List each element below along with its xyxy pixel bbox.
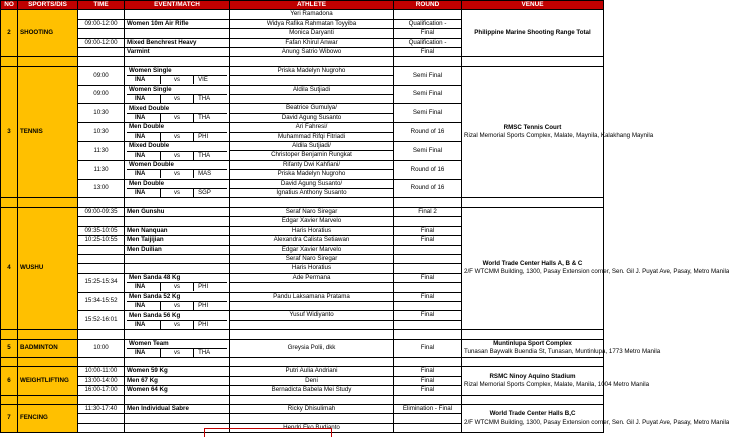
- team-2: THA: [194, 95, 227, 104]
- table-row: [1, 357, 604, 366]
- round-cell: Final: [394, 311, 462, 320]
- event-cell: Men Gunshu: [125, 207, 230, 216]
- time-cell: 15:25-15:34: [78, 273, 125, 292]
- venue-address: 2/F WTCMM Building, 1300, Pasay Extension corner, Sen. Gil J. Puyat Ave, Pasay, Metro Manila: [464, 418, 729, 426]
- athlete-cell: Priska Madelyn Nugroho: [230, 170, 394, 179]
- gap-cell: [230, 357, 394, 366]
- time-cell: 09:00-12:00: [78, 19, 125, 28]
- athlete-cell: Christoper Benjamin Rungkat: [230, 151, 394, 160]
- round-cell: Final 2: [394, 207, 462, 216]
- gap-cell: [394, 57, 462, 66]
- table-row: [1, 207, 604, 216]
- gap-cell: [230, 57, 394, 66]
- sport-name: BADMINTON: [18, 339, 78, 357]
- gap-cell: [125, 357, 230, 366]
- time-cell: [78, 264, 125, 273]
- time-cell: 09:00: [78, 66, 125, 85]
- round-cell: [394, 264, 462, 273]
- team-1: INA: [127, 283, 160, 292]
- event-cell: [125, 292, 230, 311]
- time-cell: 11:30: [78, 160, 125, 179]
- round-cell: Semi Final: [394, 66, 462, 85]
- event-cell: [125, 104, 230, 123]
- sport-gap-cell: [1, 198, 18, 207]
- matchup: [127, 113, 227, 122]
- header-no: NO: [1, 1, 18, 10]
- sport-number: 2: [1, 10, 18, 57]
- gap-cell: [78, 330, 125, 339]
- athlete-cell: Aldila Sutjiadi: [230, 85, 394, 94]
- athlete-cell: Bernadicta Babela Mei Study: [230, 386, 394, 395]
- event-name: Men Sanda 48 Kg: [129, 273, 181, 281]
- venue-name: World Trade Center Halls B,C: [489, 410, 576, 418]
- header-time: TIME: [78, 1, 125, 10]
- time-cell: 11:30: [78, 142, 125, 161]
- athlete-cell: Pandu Laksamana Pratama: [230, 292, 394, 301]
- athlete-cell: Seraf Naro Siregar: [230, 207, 394, 216]
- sport-gap-cell: [18, 198, 78, 207]
- header-venue: VENUE: [462, 1, 604, 10]
- event-cell: [125, 123, 230, 142]
- gap-cell: [78, 198, 125, 207]
- time-cell: 13:00: [78, 179, 125, 198]
- gap-cell: [394, 357, 462, 366]
- versus-label: vs: [160, 348, 193, 357]
- table-row: [1, 404, 604, 413]
- round-cell: [394, 320, 462, 329]
- gap-cell: [125, 57, 230, 66]
- round-cell: [394, 414, 462, 423]
- sport-gap-cell: [18, 57, 78, 66]
- sport-name: WUSHU: [18, 207, 78, 329]
- sport-gap-cell: [1, 357, 18, 366]
- venue-address: 2/F WTCMM Building, 1300, Pasay Extension corner, Sen. Gil J. Puyat Ave, Pasay, Metro Manila: [464, 268, 729, 276]
- event-cell: Men 67 Kg: [125, 376, 230, 385]
- athlete-cell: [230, 414, 394, 423]
- team-1: INA: [127, 151, 160, 160]
- table-row: [1, 57, 604, 66]
- venue-address: Rizal Memorial Sports Complex, Malate, Manila, 1004 Metro Manila: [464, 380, 650, 388]
- versus-label: vs: [160, 170, 193, 179]
- event-cell: Women 59 Kg: [125, 367, 230, 376]
- team-1: INA: [127, 189, 160, 198]
- matchup: [127, 301, 227, 310]
- venue-name: World Trade Center Halls A, B & C: [482, 260, 583, 268]
- team-1: INA: [127, 170, 160, 179]
- sport-number: 7: [1, 404, 18, 432]
- athlete-cell: Yusuf Widiyanto: [230, 311, 394, 320]
- round-cell: [394, 254, 462, 263]
- gap-cell: [230, 330, 394, 339]
- team-2: PHI: [194, 302, 227, 311]
- versus-label: vs: [160, 302, 193, 311]
- sport-gap-cell: [1, 57, 18, 66]
- table-row: [1, 66, 604, 75]
- gap-cell: [230, 198, 394, 207]
- event-cell: Men Individual Sabre: [125, 404, 230, 413]
- team-2: VIE: [194, 76, 227, 85]
- sport-gap-cell: [1, 395, 18, 404]
- round-cell: [394, 423, 462, 432]
- time-cell: [78, 245, 125, 254]
- time-cell: 10:00: [78, 339, 125, 357]
- time-cell: 10:30: [78, 104, 125, 123]
- event-name: Mixed Double: [129, 142, 170, 150]
- time-cell: 09:00-09:35: [78, 207, 125, 216]
- round-cell: Elimination - Final: [394, 404, 462, 413]
- time-cell: 10:00-11:00: [78, 367, 125, 376]
- event-cell: [125, 311, 230, 330]
- event-cell: Men Duilian: [125, 245, 230, 254]
- sport-name: WEIGHTLIFTING: [18, 367, 78, 395]
- event-name: Men Sanda 56 Kg: [129, 311, 181, 319]
- round-cell: Round of 16: [394, 123, 462, 142]
- venue-cell: [462, 10, 604, 57]
- table-row: [1, 330, 604, 339]
- event-cell: [125, 254, 230, 263]
- athlete-cell: Haris Horatius: [230, 226, 394, 235]
- round-cell: Final: [394, 48, 462, 57]
- team-2: MAS: [194, 170, 227, 179]
- table-row: [1, 367, 604, 376]
- time-cell: 16:00-17:00: [78, 386, 125, 395]
- time-cell: [78, 29, 125, 38]
- sport-gap-cell: [1, 330, 18, 339]
- gap-cell: [125, 198, 230, 207]
- matchup: [127, 188, 227, 197]
- time-cell: 15:52-16:01: [78, 311, 125, 330]
- time-cell: [78, 414, 125, 423]
- athlete-cell: Muhammad Rifqi Fitriadi: [230, 132, 394, 141]
- time-cell: 15:34-15:52: [78, 292, 125, 311]
- matchup: [127, 320, 227, 329]
- gap-cell: [125, 330, 230, 339]
- event-cell: [125, 142, 230, 161]
- athlete-cell: Greysia Polii, dkk: [230, 339, 394, 357]
- sport-number: 5: [1, 339, 18, 357]
- sport-number: 6: [1, 367, 18, 395]
- event-cell: Mixed Benchrest Heavy: [125, 38, 230, 47]
- time-cell: 09:35-10:05: [78, 226, 125, 235]
- sport-gap-cell: [18, 330, 78, 339]
- sport-gap-cell: [18, 357, 78, 366]
- versus-label: vs: [160, 76, 193, 85]
- event-cell: [125, 217, 230, 226]
- round-cell: Final: [394, 29, 462, 38]
- event-name: Men Double: [129, 123, 165, 131]
- page-edge-box: [204, 428, 332, 437]
- venue-cell: [462, 367, 650, 395]
- athlete-cell: Edgar Xavier Marvelo: [230, 217, 394, 226]
- time-cell: [78, 254, 125, 263]
- round-cell: Final: [394, 367, 462, 376]
- round-cell: Semi Final: [394, 85, 462, 104]
- gap-cell: [462, 395, 604, 404]
- event-cell: [125, 179, 230, 198]
- event-cell: [125, 66, 230, 85]
- matchup: [127, 75, 227, 84]
- team-2: PHI: [194, 320, 227, 329]
- event-cell: Varmint: [125, 48, 230, 57]
- time-cell: 10:30: [78, 123, 125, 142]
- gap-cell: [462, 198, 604, 207]
- versus-label: vs: [160, 132, 193, 141]
- round-cell: Round of 16: [394, 179, 462, 198]
- athlete-cell: Rifanty Dwi Kahfiani/: [230, 160, 394, 169]
- team-2: THA: [194, 348, 227, 357]
- time-cell: [78, 48, 125, 57]
- versus-label: vs: [160, 283, 193, 292]
- athlete-cell: Deni: [230, 376, 394, 385]
- event-cell: [125, 339, 230, 357]
- round-cell: [394, 301, 462, 310]
- team-1: INA: [127, 132, 160, 141]
- athlete-cell: Beatrice Gumulya/: [230, 104, 394, 113]
- gap-cell: [230, 395, 394, 404]
- athlete-cell: [230, 301, 394, 310]
- table-row: [1, 198, 604, 207]
- athlete-cell: Monica Daryanti: [230, 29, 394, 38]
- venue-cell: [462, 66, 654, 198]
- event-name: Women Single: [129, 67, 172, 75]
- gap-cell: [394, 395, 462, 404]
- event-name: Women Double: [129, 161, 174, 169]
- header-round: ROUND: [394, 1, 462, 10]
- athlete-cell: Widya Rafika Rahmatan Toyyiba: [230, 19, 394, 28]
- time-cell: 11:30-17:40: [78, 404, 125, 413]
- round-cell: [394, 283, 462, 292]
- sport-number: 4: [1, 207, 18, 329]
- schedule-body: [1, 10, 729, 433]
- sport-number: 3: [1, 66, 18, 198]
- sport-name: FENCING: [18, 404, 78, 432]
- team-1: INA: [127, 302, 160, 311]
- team-1: INA: [127, 114, 160, 123]
- round-cell: Round of 16: [394, 160, 462, 179]
- athlete-cell: David Agung Susanto: [230, 113, 394, 122]
- round-cell: Semi Final: [394, 142, 462, 161]
- athlete-cell: [230, 95, 394, 104]
- versus-label: vs: [160, 189, 193, 198]
- round-cell: Final: [394, 273, 462, 282]
- event-name: Mixed Double: [129, 104, 170, 112]
- team-2: PHI: [194, 132, 227, 141]
- athlete-cell: Aldila Sutjiadi/: [230, 142, 394, 151]
- venue-cell: [462, 207, 729, 329]
- time-cell: 09:00: [78, 85, 125, 104]
- athlete-cell: Ignatius Anthony Susanto: [230, 189, 394, 198]
- matchup: [127, 151, 227, 160]
- team-2: THA: [194, 151, 227, 160]
- event-cell: [125, 414, 230, 423]
- time-cell: 09:00-12:00: [78, 38, 125, 47]
- event-cell: [125, 273, 230, 292]
- venue-address: Rizal Memorial Sports Complex, Malate, Maynila, Kalakhang Maynila: [464, 132, 654, 140]
- time-cell: [78, 217, 125, 226]
- athlete-cell: [230, 320, 394, 329]
- athlete-cell: Priska Madelyn Nugroho: [230, 66, 394, 75]
- gap-cell: [462, 57, 604, 66]
- matchup: [127, 169, 227, 178]
- athlete-cell: Fafan Khirul Anwar: [230, 38, 394, 47]
- gap-cell: [125, 395, 230, 404]
- event-cell: [125, 264, 230, 273]
- athlete-cell: [230, 283, 394, 292]
- round-cell: [394, 217, 462, 226]
- header-event: EVENT/MATCH: [125, 1, 230, 10]
- venue-name: RSMC Ninoy Aquino Stadium: [489, 372, 576, 380]
- round-cell: [394, 10, 462, 19]
- athlete-cell: Anung Satrio Wibowo: [230, 48, 394, 57]
- event-name: Women Single: [129, 85, 172, 93]
- round-cell: Final: [394, 386, 462, 395]
- round-cell: Final: [394, 292, 462, 301]
- versus-label: vs: [160, 151, 193, 160]
- athlete-cell: Yeri Ramadona: [230, 10, 394, 19]
- athlete-cell: Edgar Xavier Marvelo: [230, 245, 394, 254]
- event-name: Men Double: [129, 179, 165, 187]
- time-cell: 10:25-10:55: [78, 236, 125, 245]
- team-1: INA: [127, 95, 160, 104]
- venue-address: Tunasan Baywalk Buendia St, Tunasan, Muntinlupa, 1773 Metro Manila: [464, 348, 661, 356]
- sport-name: TENNIS: [18, 66, 78, 198]
- event-cell: [125, 10, 230, 19]
- athlete-cell: David Agung Susanto/: [230, 179, 394, 188]
- event-cell: Men Nanquan: [125, 226, 230, 235]
- table-row: [1, 10, 604, 19]
- athlete-cell: [230, 76, 394, 85]
- team-1: INA: [127, 76, 160, 85]
- athlete-cell: Seraf Naro Siregar: [230, 254, 394, 263]
- athlete-cell: Ade Permana: [230, 273, 394, 282]
- versus-label: vs: [160, 320, 193, 329]
- matchup: [127, 94, 227, 103]
- event-cell: [125, 160, 230, 179]
- header-sports: SPORTS/DIS: [18, 1, 78, 10]
- matchup: [127, 132, 227, 141]
- sport-name: SHOOTING: [18, 10, 78, 57]
- athlete-cell: Haris Horatius: [230, 264, 394, 273]
- event-cell: Women 64 Kg: [125, 386, 230, 395]
- gap-cell: [78, 57, 125, 66]
- round-cell: Semi Final: [394, 104, 462, 123]
- team-2: THA: [194, 114, 227, 123]
- matchup: [127, 282, 227, 291]
- header-row: [1, 1, 604, 10]
- venue-name: RMSC Tennis Court: [503, 123, 562, 131]
- gap-cell: [78, 395, 125, 404]
- versus-label: vs: [160, 114, 193, 123]
- gap-cell: [394, 330, 462, 339]
- athlete-cell: Alexandra Calista Setiawan: [230, 236, 394, 245]
- athlete-cell: Ricky Dhisulimah: [230, 404, 394, 413]
- event-name: Women Team: [129, 339, 169, 347]
- team-1: INA: [127, 320, 160, 329]
- sport-gap-cell: [18, 395, 78, 404]
- venue-name: Muntinlupa Sport Complex: [493, 339, 572, 347]
- venue-cell: [462, 404, 729, 432]
- event-cell: Men Taijijian: [125, 236, 230, 245]
- event-cell: Women 10m Air Rifle: [125, 19, 230, 28]
- team-1: INA: [127, 348, 160, 357]
- gap-cell: [462, 330, 604, 339]
- athlete-cell: Ari Fahresi/: [230, 123, 394, 132]
- table-row: [1, 395, 604, 404]
- athlete-cell: Hendri Eko Budianto: [230, 423, 394, 432]
- gap-cell: [394, 198, 462, 207]
- matchup: [127, 348, 227, 357]
- venue-name: Philippine Marine Shooting Range Total: [474, 29, 591, 37]
- event-name: Men Sanda 52 Kg: [129, 292, 181, 300]
- athlete-cell: Putri Aulia Andriani: [230, 367, 394, 376]
- round-cell: [394, 245, 462, 254]
- time-cell: 13:00-14:00: [78, 376, 125, 385]
- round-cell: Qualification -: [394, 38, 462, 47]
- team-2: PHI: [194, 283, 227, 292]
- round-cell: Final: [394, 226, 462, 235]
- round-cell: Final: [394, 236, 462, 245]
- time-cell: [78, 423, 125, 432]
- header-athlete: ATHLETE: [230, 1, 394, 10]
- event-cell: [125, 29, 230, 38]
- team-2: SGP: [194, 189, 227, 198]
- time-cell: [78, 10, 125, 19]
- gap-cell: [462, 357, 604, 366]
- round-cell: Final: [394, 376, 462, 385]
- venue-cell: [462, 339, 661, 357]
- round-cell: Final: [394, 339, 462, 357]
- gap-cell: [78, 357, 125, 366]
- round-cell: Qualification -: [394, 19, 462, 28]
- event-cell: [125, 85, 230, 104]
- versus-label: vs: [160, 95, 193, 104]
